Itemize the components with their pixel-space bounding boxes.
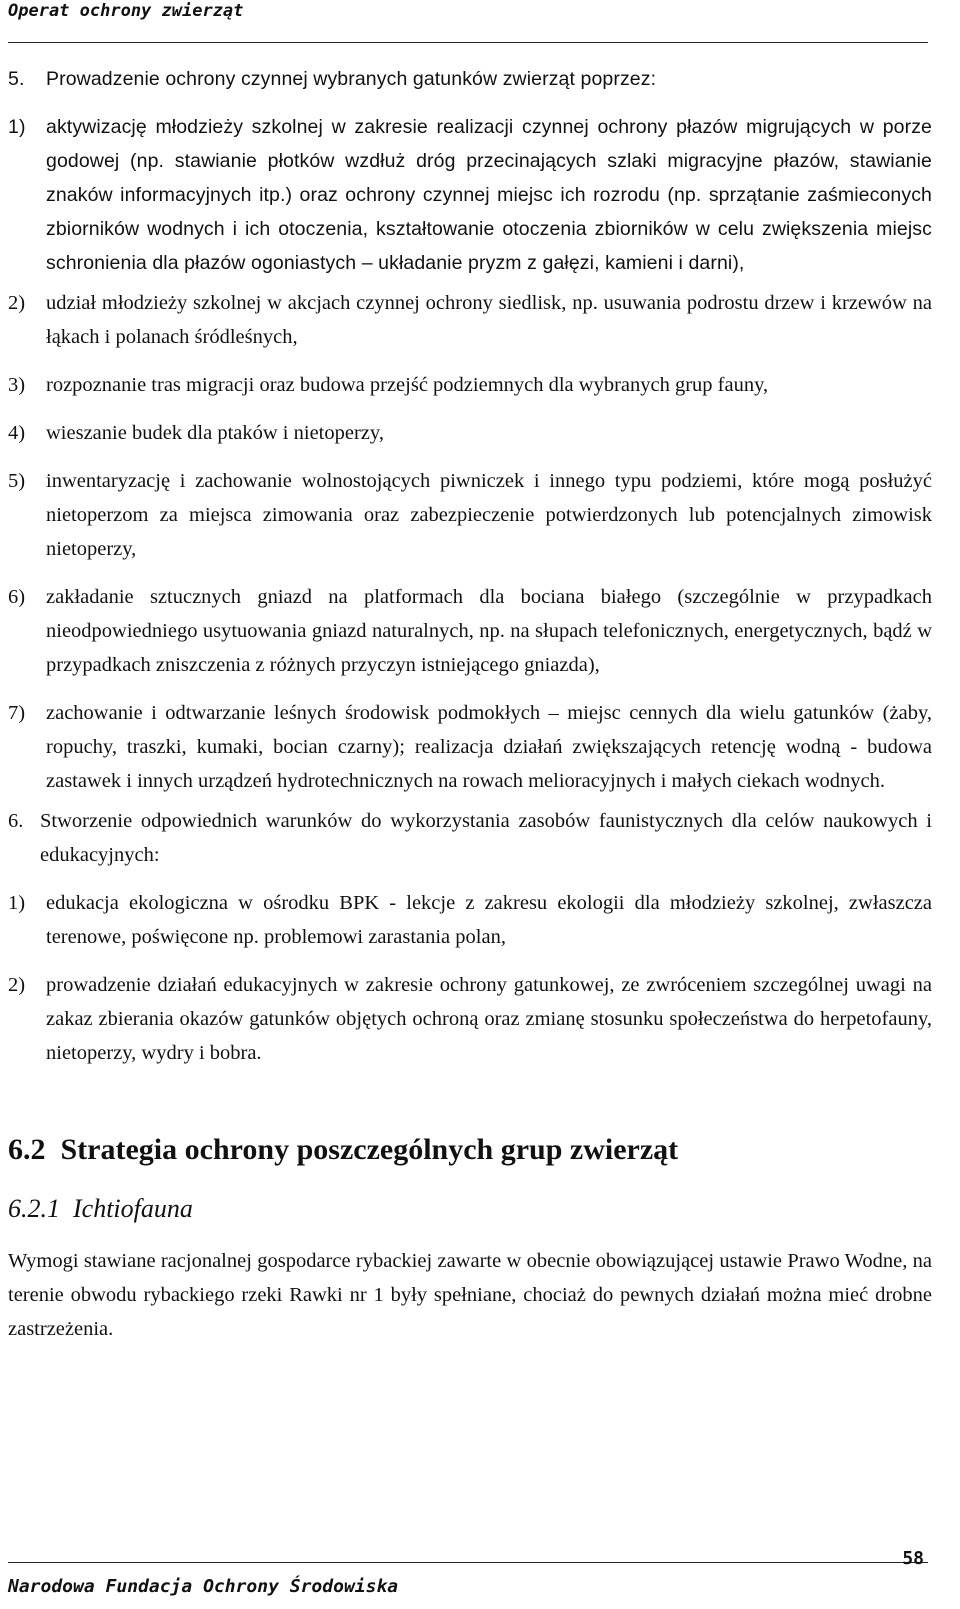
list-marker: 1) xyxy=(8,892,26,914)
list-item xyxy=(8,968,932,1070)
section-6-intro xyxy=(8,804,932,872)
header-divider xyxy=(8,42,928,43)
paragraph-ichtiofauna: Wymogi stawiane racjonalnej gospodarce rybackiej zawarte w obecnie obowiązującej ustawie Prawo Wodne, na terenie obwodu rybackiego rzeki Rawki nr 1 były spełniane, chociaż do pewnych działań można mieć drobne zastrzeżenia. xyxy=(8,1250,932,1340)
list-item xyxy=(8,286,932,354)
list-marker: 2) xyxy=(8,974,26,996)
list-marker: 3) xyxy=(8,374,26,396)
list-marker: 7) xyxy=(8,702,26,724)
list-item-text: zachowanie i odtwarzanie leśnych środowisk podmokłych – miejsc cennych dla wielu gatunków (żaby, ropuchy, traszki, kumaki, bocian czarny); realizacja działań zwiększających retencję wodną - budowa zastawek i innych urządzeń hydrotechnicznych na rowach melioracyjnych i małych ciekach wodnych. xyxy=(46,702,932,792)
footer-divider xyxy=(8,1562,928,1563)
list-item xyxy=(8,580,932,682)
list-marker: 4) xyxy=(8,422,26,444)
list-marker: 1) xyxy=(8,116,26,138)
page-number: 58 xyxy=(902,1548,924,1569)
section-5-intro-text: Prowadzenie ochrony czynnej wybranych gatunków zwierząt poprzez: xyxy=(46,68,657,90)
list-marker: 6) xyxy=(8,586,26,608)
list-item-text: rozpoznanie tras migracji oraz budowa przejść podziemnych dla wybranych grup fauny, xyxy=(46,374,769,396)
list-item-text: prowadzenie działań edukacyjnych w zakresie ochrony gatunkowej, ze zwróceniem szczególnej uwagi na zakaz zbierania okazów gatunków objętych ochroną oraz zmianę stosunku społeczeństwa do herpetofauny, nietoperzy, wydry i bobra. xyxy=(46,974,932,1064)
section-5-intro xyxy=(8,62,932,96)
section-5-number: 5. xyxy=(8,68,25,90)
list-item-text: wieszanie budek dla ptaków i nietoperzy, xyxy=(46,422,384,444)
section-heading-6-2: 6.2 Strategia ochrony poszczególnych grup zwierząt xyxy=(8,1133,679,1166)
list-item xyxy=(8,416,932,450)
list-item-text: zakładanie sztucznych gniazd na platformach dla bociana białego (szczególnie w przypadkach nieodpowiedniego usytuowania gniazd naturalnych, np. na słupach telefonicznych, energetycznych, bądź w przypadkach zniszczenia z różnych przyczyn istniejącego gniazda), xyxy=(46,586,932,676)
list-marker: 2) xyxy=(8,292,26,314)
section-6-number: 6. xyxy=(8,810,24,832)
page-body xyxy=(8,62,932,1346)
list-item-text: inwentaryzację i zachowanie wolnostojących piwniczek i innego typu podziemi, które mogą posłużyć nietoperzom za miejsca zimowania oraz zabezpieczenie potwierdzonych lub potencjalnych zimowisk nietoperzy, xyxy=(46,470,932,560)
footer-organization: Narodowa Fundacja Ochrony Środowiska xyxy=(8,1576,399,1597)
list-item xyxy=(8,464,932,566)
section-6-intro-text: Stworzenie odpowiednich warunków do wykorzystania zasobów faunistycznych dla celów naukowych i edukacyjnych: xyxy=(40,810,932,866)
list-item xyxy=(8,110,932,280)
page-header xyxy=(8,0,928,22)
list-item xyxy=(8,886,932,954)
list-item-text: aktywizację młodzieży szkolnej w zakresie realizacji czynnej ochrony płazów migrujących w porze godowej (np. stawianie płotków wzdłuż dróg przecinających szlaki migracyjne płazów, stawianie znaków informacyjnych itp.) oraz ochrony czynnej miejsc ich rozrodu (np. sprzątanie zaśmieconych zbiorników wodnych i ich otoczenia, kształtowanie otoczenia zbiorników w celu zwiększenia miejsc schronienia dla płazów ogoniastych – układanie pryzm z gałęzi, kamieni i darni), xyxy=(46,116,932,274)
page-footer xyxy=(8,1548,928,1597)
list-item xyxy=(8,696,932,798)
list-item-text: edukacja ekologiczna w ośrodku BPK - lekcje z zakresu ekologii dla młodzieży szkolnej, zwłaszcza terenowe, poświęcone np. problemowi zarastania polan, xyxy=(46,892,932,948)
list-marker: 5) xyxy=(8,470,26,492)
subsection-heading-6-2-1: 6.2.1 Ichtiofauna xyxy=(8,1194,193,1223)
list-item xyxy=(8,368,932,402)
document-title: Operat ochrony zwierząt xyxy=(8,1,244,21)
list-item-text: udział młodzieży szkolnej w akcjach czynnej ochrony siedlisk, np. usuwania podrostu drzew i krzewów na łąkach i polanach śródleśnych, xyxy=(46,292,932,348)
